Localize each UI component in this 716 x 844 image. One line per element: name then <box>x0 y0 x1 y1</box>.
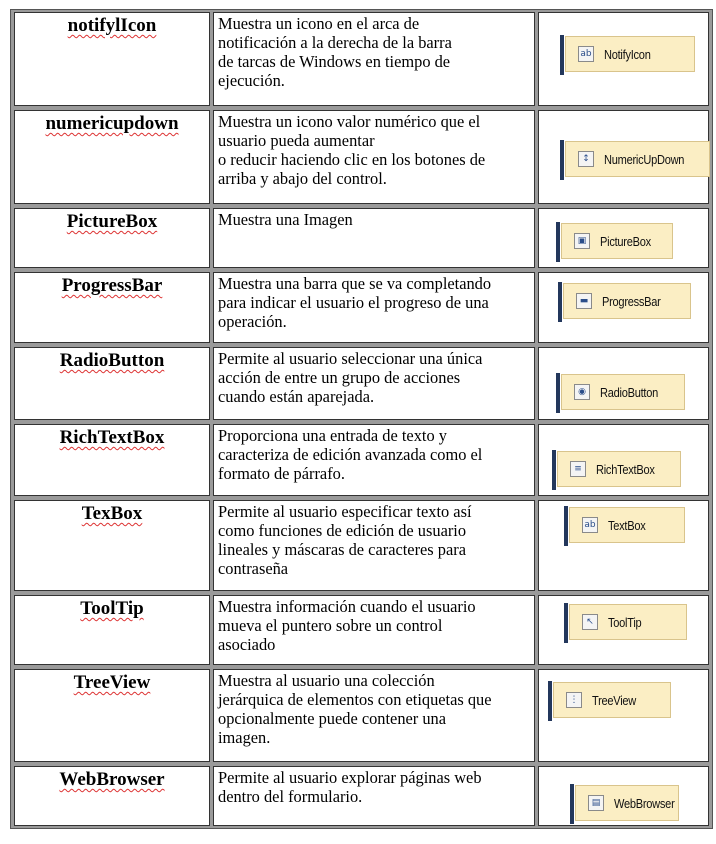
table-row <box>11 593 712 667</box>
control-description: Muestra información cuando el usuario mueva el puntero sobre un control asociado <box>218 597 476 654</box>
picturebox-icon: ▣ <box>574 233 590 249</box>
toolbox-item[interactable]: ↕ NumericUpDown <box>565 141 710 177</box>
radiobutton-icon: ◉ <box>574 384 590 400</box>
toolbox-item[interactable]: ▬ ProgressBar <box>563 283 691 319</box>
control-description: Proporciona una entrada de texto y caracteriza de edición avanzada como el formato de párrafo. <box>218 426 483 483</box>
control-name: ToolTip <box>80 598 144 619</box>
control-description: Muestra una Imagen <box>218 210 353 229</box>
table-row <box>11 498 712 593</box>
control-name: WebBrowser <box>59 769 165 790</box>
control-name: RichTextBox <box>59 427 165 448</box>
toolbox-item[interactable]: ab NotifyIcon <box>565 36 695 72</box>
table-row <box>11 667 712 764</box>
progressbar-icon: ▬ <box>576 293 592 309</box>
control-name: TexBox <box>81 503 143 524</box>
toolbox-item[interactable]: ≡ RichTextBox <box>557 451 681 487</box>
notify-icon: ab <box>578 46 594 62</box>
control-description: Permite al usuario explorar páginas web dentro del formulario. <box>218 768 482 806</box>
textbox-icon: ab <box>582 517 598 533</box>
table-row <box>11 270 712 345</box>
treeview-icon: ⋮ <box>566 692 582 708</box>
table-row <box>11 10 712 108</box>
table-row <box>11 206 712 270</box>
toolbox-item[interactable]: ↖ ToolTip <box>569 604 687 640</box>
toolbox-item[interactable]: ▣ PictureBox <box>561 223 673 259</box>
tooltip-icon: ↖ <box>582 614 598 630</box>
webbrowser-icon: ▤ <box>588 795 604 811</box>
control-description: Muestra al usuario una colección jerárquica de elementos con etiquetas que opcionalmente puede contener una imagen. <box>218 671 492 747</box>
toolbox-item[interactable]: ▤ WebBrowser <box>575 785 679 821</box>
control-name: RadioButton <box>59 350 165 371</box>
toolbox-item[interactable]: ◉ RadioButton <box>561 374 685 410</box>
table-row <box>11 345 712 422</box>
control-description: Permite al usuario especificar texto así como funciones de edición de usuario lineales y máscaras de caracteres para contraseña <box>218 502 472 578</box>
table-row <box>11 422 712 498</box>
toolbox-item[interactable]: ⋮ TreeView <box>553 682 671 718</box>
control-description: Muestra un icono en el arca de notificación a la derecha de la barra de tarcas de Windows en tiempo de ejecución. <box>218 14 452 90</box>
control-name: ProgressBar <box>61 275 163 296</box>
control-name: PictureBox <box>66 211 158 232</box>
control-description: Permite al usuario seleccionar una única acción de entre un grupo de acciones cuando están aparejada. <box>218 349 483 406</box>
controls-table <box>10 9 713 829</box>
control-name: notifylIcon <box>67 15 157 36</box>
table-row <box>11 764 712 828</box>
richtextbox-icon: ≡ <box>570 461 586 477</box>
control-name: TreeView <box>73 672 151 693</box>
toolbox-item[interactable]: ab TextBox <box>569 507 685 543</box>
control-description: Muestra un icono valor numérico que el usuario pueda aumentar o reducir haciendo clic en los botones de arriba y abajo del control. <box>218 112 486 188</box>
numericupdown-icon: ↕ <box>578 151 594 167</box>
table-row <box>11 108 712 206</box>
control-name: numericupdown <box>45 113 179 134</box>
control-description: Muestra una barra que se va completando para indicar el usuario el progreso de una operación. <box>218 274 492 331</box>
